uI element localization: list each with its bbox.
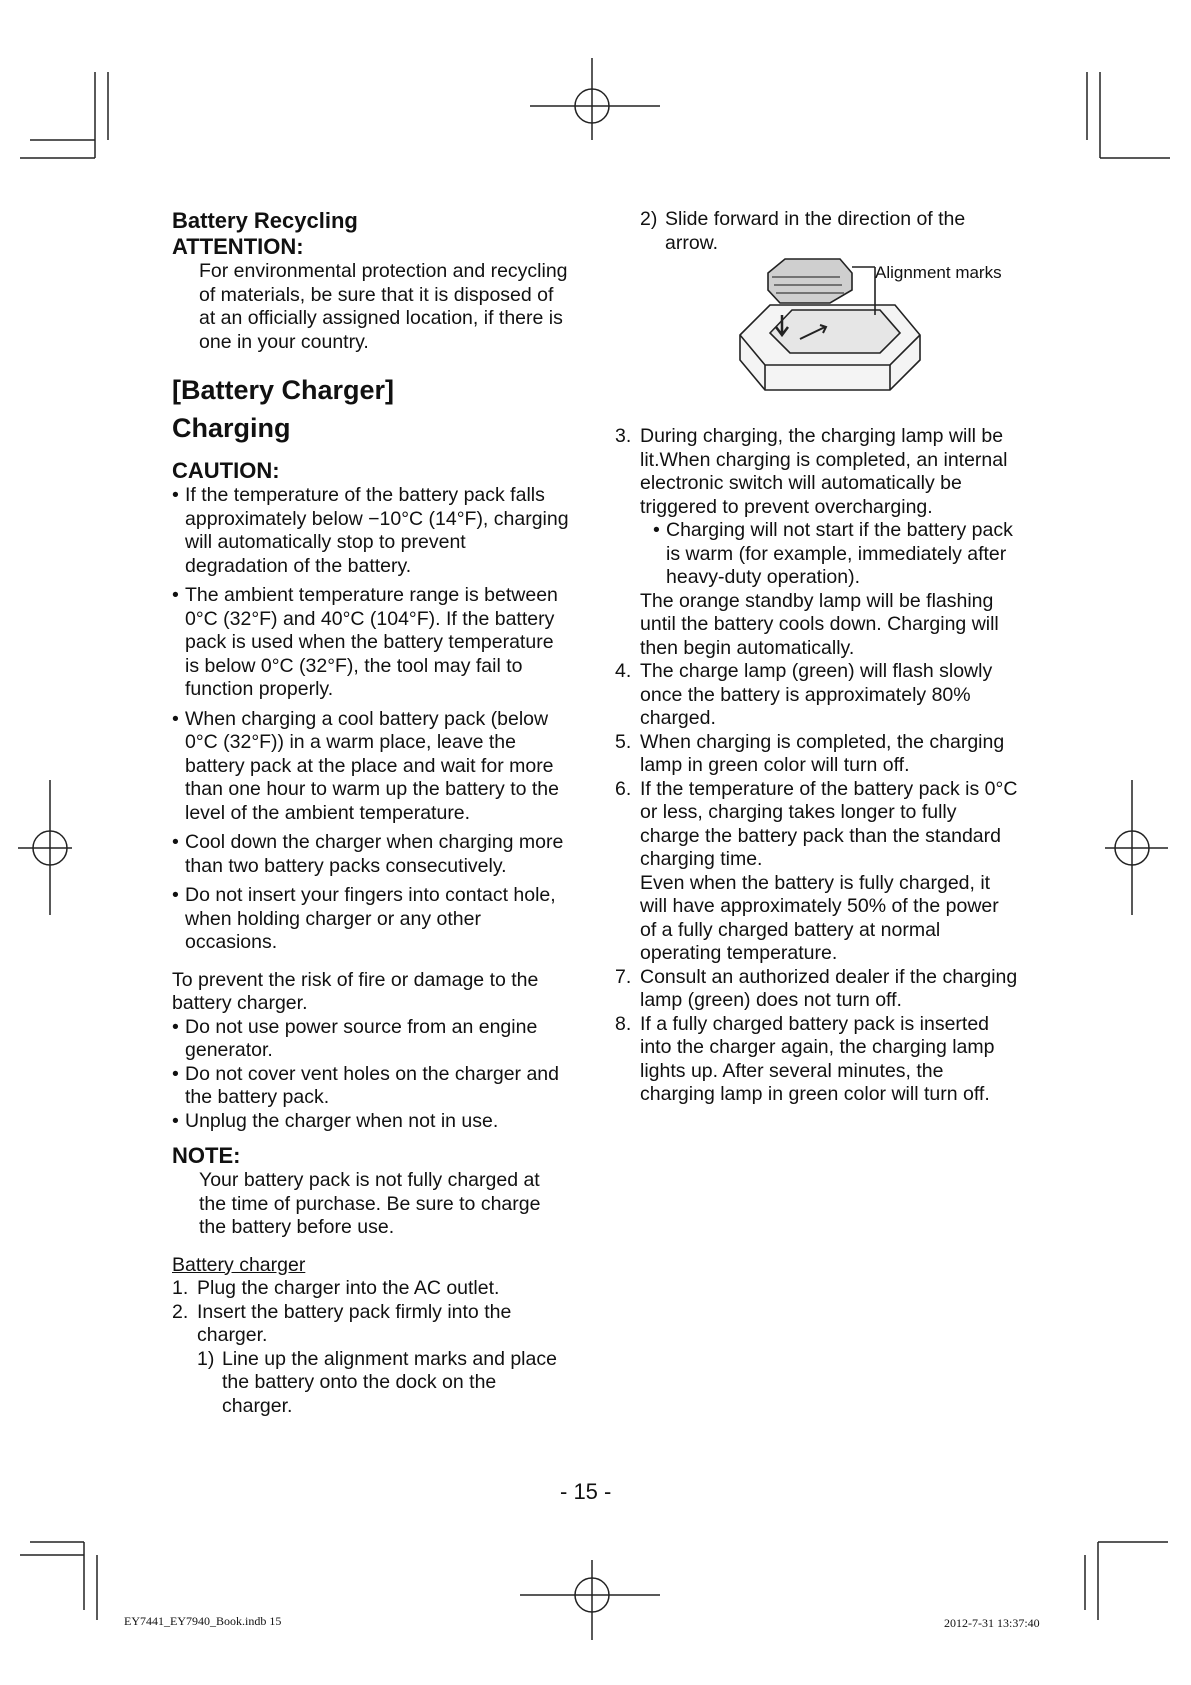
caution-item: • When charging a cool battery pack (below 0°C (32°F)) in a warm place, leave the battery pack at the place and wait for more than one hour to warm up the battery to the level of the ambient temperature. <box>172 708 572 826</box>
right-column <box>615 208 1020 1107</box>
step-text: Consult an authorized dealer if the charging lamp (green) does not turn off. <box>640 965 1018 1011</box>
charging-heading: Charging <box>172 413 291 443</box>
step-text: Line up the alignment marks and place the battery onto the dock on the charger. <box>222 1347 557 1417</box>
step-number: 6. <box>615 777 632 800</box>
caution-heading: CAUTION: <box>172 458 280 483</box>
battery-recycling-heading: Battery Recycling <box>172 208 358 233</box>
step-number: 2. <box>172 1300 189 1323</box>
prevent-item: • Do not cover vent holes on the charger and the battery pack. <box>172 1063 572 1110</box>
battery-charger-label: Battery charger <box>172 1253 306 1276</box>
step-number: 1. <box>172 1277 189 1299</box>
step-text: If the temperature of the battery pack is 0°C or less, charging takes longer to fully charge the battery pack than the standard charging time. <box>640 777 1018 870</box>
step-3 <box>615 425 1020 519</box>
footer-timestamp: 2012-7-31 13:37:40 <box>944 1616 1040 1630</box>
step-6 <box>615 778 1020 872</box>
step-text: Plug the charger into the AC outlet. <box>197 1277 500 1299</box>
step-number: 7. <box>615 965 632 988</box>
page-number: - 15 - <box>560 1479 612 1504</box>
step-4 <box>615 660 1020 731</box>
step-8 <box>615 1013 1020 1107</box>
step-1 <box>172 1277 572 1301</box>
substep-2 <box>640 208 1020 255</box>
prevent-item: • Do not use power source from an engine generator. <box>172 1016 572 1063</box>
step-6-extra: Even when the battery is fully charged, it will have approximately 50% of the power of a fully charged battery at normal operating temperature. <box>640 871 999 964</box>
step-number: 4. <box>615 660 632 682</box>
caution-item: • The ambient temperature range is between 0°C (32°F) and 40°C (104°F). If the battery pack is used when the battery temperature is below 0°C (32°F), the tool may fail to function properly. <box>172 584 572 702</box>
step-7 <box>615 966 1020 1013</box>
attention-text: For environmental protection and recycling of materials, be sure that it is disposed of at an officially assigned location, if there is one in your country. <box>199 260 568 353</box>
step-number: 8. <box>615 1012 632 1035</box>
step-number: 5. <box>615 730 632 753</box>
prevent-text: To prevent the risk of fire or damage to the battery charger. <box>172 968 539 1014</box>
note-heading: NOTE: <box>172 1143 241 1168</box>
caution-item: • If the temperature of the battery pack falls approximately below −10°C (14°F), charging will automatically stop to prevent degradation of the battery. <box>172 484 572 578</box>
step-text: Insert the battery pack firmly into the charger. <box>197 1300 512 1346</box>
note-text: Your battery pack is not fully charged at the time of purchase. Be sure to charge the battery before use. <box>199 1169 541 1238</box>
battery-charger-heading: [Battery Charger] <box>172 375 395 405</box>
step-text: Slide forward in the direction of the arrow. <box>665 208 966 254</box>
step-text: The charge lamp (green) will flash slowly once the battery is approximately 80% charged. <box>640 660 993 729</box>
left-column <box>172 208 572 1418</box>
step-5 <box>615 731 1020 778</box>
step-3-bullet: • Charging will not start if the battery pack is warm (for example, immediately after heavy-duty operation). <box>653 519 1020 590</box>
step-number: 1) <box>197 1347 215 1370</box>
attention-heading: ATTENTION: <box>172 234 304 259</box>
prevent-item: • Unplug the charger when not in use. <box>172 1110 572 1134</box>
step-3-extra: The orange standby lamp will be flashing until the battery cools down. Charging will then begin automatically. <box>640 589 999 659</box>
step-2 <box>172 1301 572 1348</box>
step-text: If a fully charged battery pack is inserted into the charger again, the charging lamp lights up. After several minutes, the charging lamp in green color will turn off. <box>640 1012 995 1105</box>
caution-item: • Cool down the charger when charging more than two battery packs consecutively. <box>172 831 572 878</box>
substep-1 <box>197 1348 572 1419</box>
step-text: During charging, the charging lamp will be lit.When charging is completed, an internal electronic switch will automatically be triggered to prevent overcharging. <box>640 425 1008 518</box>
caution-item: • Do not insert your fingers into contact hole, when holding charger or any other occasions. <box>172 884 572 955</box>
footer-filename: EY7441_EY7940_Book.indb 15 <box>124 1614 282 1628</box>
step-text: When charging is completed, the charging lamp in green color will turn off. <box>640 730 1005 776</box>
step-number: 3. <box>615 425 632 447</box>
alignment-marks-label: Alignment marks <box>875 263 1002 282</box>
step-number: 2) <box>640 208 658 230</box>
charger-illustration <box>640 255 1020 425</box>
